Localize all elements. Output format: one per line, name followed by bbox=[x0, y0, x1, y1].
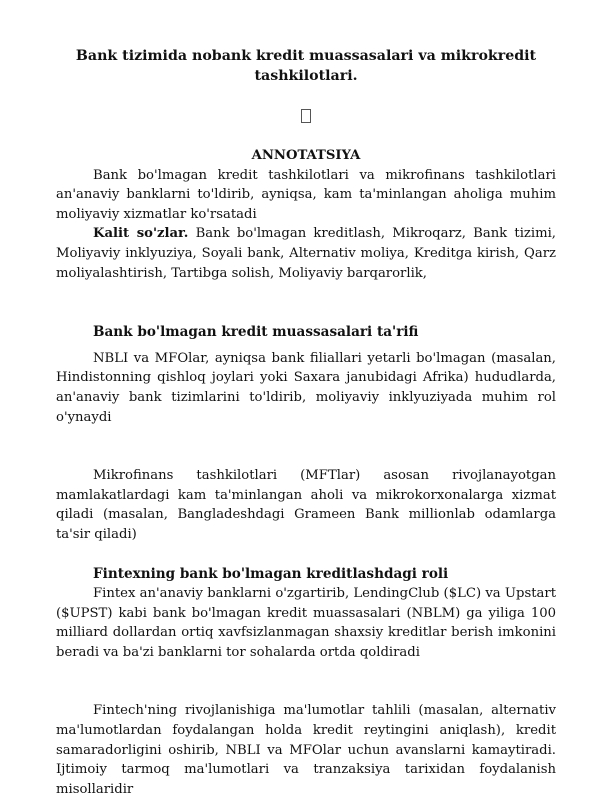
annotation-heading: ANNOTATSIYA bbox=[251, 148, 361, 163]
title-line-1: Bank tizimida nobank kredit muassasalari va mikrokredit bbox=[75, 48, 537, 64]
missing-glyph-icon bbox=[56, 106, 556, 124]
section-heading-fintech: Fintexning bank bo'lmagan kreditlashdagi roli bbox=[93, 565, 449, 582]
annotation-paragraph: Bank bo'lmagan kredit tashkilotlari va mikrofinans tashkilotlari an'anaviy banklarni to'ldirib, ayniqsa, kam ta'minlangan aholiga muhim moliyaviy xizmatlar ko'rsatadi bbox=[56, 167, 556, 222]
keywords-paragraph bbox=[56, 224, 556, 283]
section1-paragraph-2: Mikrofinans tashkilotlari (MFTlar) asosan rivojlanayotgan mamlakatlardagi kam ta'minlangan aholi va mikrokorxonalarga xizmat qiladi (masalan, Bangladeshdagi Grameen Bank millionlab odamlarga ta'sir qiladi) bbox=[56, 468, 556, 542]
section2-paragraph-1: Fintex an'anaviy banklarni o'zgartirib, LendingClub ($LC) va Upstart ($UPST) kabi bank bo'lmagan kredit muassasalari (NBLM) ga yiliga 100 milliard dollardan ortiq xavfsizlanmagan shaxsiy kreditlar berish imkonini beradi va ba'zi banklarni tor sohalarda ortda qoldiradi bbox=[56, 586, 556, 660]
section2-paragraph-2: Fintech'ning rivojlanishiga ma'lumotlar tahlili (masalan, alternativ ma'lumotlardan foydalangan holda kredit reytingini aniqlash), kredit samaradorligini oshirib, NBLI va MFOlar uchun avanslarni kamaytiradi. Ijtimoiy tarmoq ma'lumotlari va tranzaksiya tarixidan foydalanish misollaridir bbox=[56, 703, 556, 797]
document-title bbox=[56, 46, 556, 86]
title-line-2: tashkilotlari. bbox=[254, 68, 358, 84]
section-heading-definition: Bank bo'lmagan kredit muassasalari ta'rifi bbox=[93, 324, 419, 341]
section1-paragraph-1: NBLI va MFOlar, ayniqsa bank filiallari yetarli bo'lmagan (masalan, Hindistonning qishloq joylari yoki Saxara janubidagi Afrika) hududlarda, an'anaviy bank tizimlarini to'ldirib, moliyaviy inklyuziyada muhim rol o'ynaydi bbox=[56, 350, 556, 425]
keywords-label: Kalit so'zlar. bbox=[93, 226, 189, 242]
keywords-text: Bank bo'lmagan kreditlash, Mikroqarz, Bank tizimi, Moliyaviy inklyuziya, Soyali bank, Alternativ moliya, Kreditga kirish, Qarz moliyalashtirish, Tartibga solish, Moliyaviy barqarorlik, bbox=[56, 226, 556, 281]
